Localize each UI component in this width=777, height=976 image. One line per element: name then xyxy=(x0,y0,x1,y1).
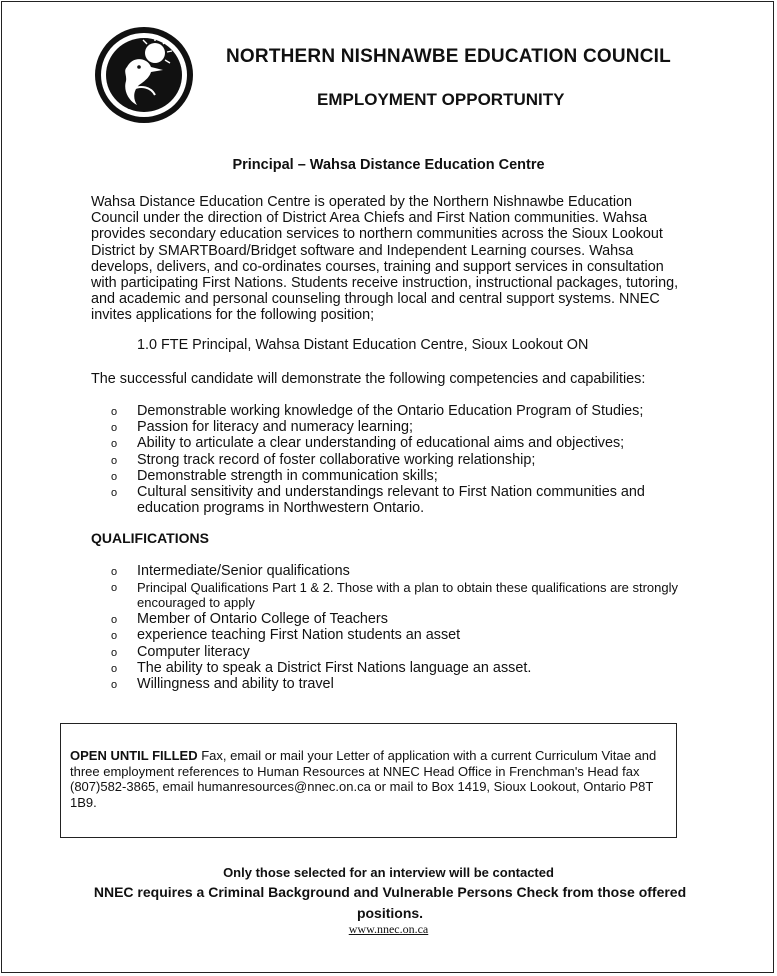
bullet-marker: o xyxy=(111,582,118,595)
bullet-marker: o xyxy=(111,679,118,692)
list-item xyxy=(109,644,689,660)
bullet-marker: o xyxy=(111,406,118,418)
list-item-text: Intermediate/Senior qualifications xyxy=(137,563,350,579)
bullet-marker: o xyxy=(111,646,118,659)
list-item-text: Passion for literacy and numeracy learning; xyxy=(137,419,413,436)
application-instructions-box xyxy=(60,723,677,838)
competencies-list xyxy=(109,403,649,516)
bullet-marker: o xyxy=(111,614,118,627)
list-item-text: Strong track record of foster collaborative working relationship; xyxy=(137,451,536,468)
intro-paragraph: Wahsa Distance Education Centre is operated by the Northern Nishnawbe Education Council under the direction of District Area Chiefs and First Nation communities. Wahsa provides secondary education services to northern communities across the Sioux Lookout District by SMARTBoard/Bridget software and Independent Learning courses. Wahsa develops, delivers, and co-ordinates courses, training and support services in consultation with participating First Nations. Students receive instruction, instructional packages, tutoring, and academic and personal counseling through local and central support systems. NNEC invites applications for the following position; xyxy=(91,194,679,324)
list-item xyxy=(109,484,649,516)
bullet-marker: o xyxy=(111,470,118,483)
contact-note: Only those selected for an interview will be contacted xyxy=(223,865,554,880)
list-item-text: The ability to speak a District First Nations language an asset. xyxy=(137,659,532,676)
bullet-marker: o xyxy=(111,662,118,675)
list-item xyxy=(109,611,689,627)
job-title: Principal – Wahsa Distance Education Centre xyxy=(232,157,545,173)
notice-type-heading: EMPLOYMENT OPPORTUNITY xyxy=(317,90,565,109)
list-item-text: Computer literacy xyxy=(137,643,250,660)
nnec-bird-logo-icon xyxy=(93,25,195,125)
list-item-text: Willingness and ability to travel xyxy=(137,676,334,693)
list-item xyxy=(109,435,649,451)
list-item-text: Principal Qualifications Part 1 & 2. Those with a plan to obtain these qualifications are strongly encouraged to apply xyxy=(137,580,679,611)
list-item xyxy=(109,627,689,643)
list-item xyxy=(109,660,689,676)
list-item-text: Member of Ontario College of Teachers xyxy=(137,611,388,628)
list-item xyxy=(109,452,649,468)
position-line: 1.0 FTE Principal, Wahsa Distant Education Centre, Sioux Lookout ON xyxy=(137,337,589,353)
background-check-note: NNEC requires a Criminal Background and Vulnerable Persons Check from those offered positions. xyxy=(93,884,687,921)
bullet-marker: o xyxy=(111,566,118,578)
list-item-text: Ability to articulate a clear understanding of educational aims and objectives; xyxy=(137,435,625,452)
bullet-marker: o xyxy=(111,438,118,451)
list-item-text: experience teaching First Nation students an asset xyxy=(137,627,461,644)
list-item xyxy=(109,676,689,692)
open-until-filled-label: OPEN UNTIL FILLED xyxy=(70,748,198,763)
application-instructions-text: Fax, email or mail your Letter of application with a current Curriculum Vitae and three employment references to Human Resources at NNEC Head Office in Frenchman's Head fax (807)582-3865, email humanresources@nnec.on.ca or mail to Box 1419, Sioux Lookout, Ontario P8T 1B9. xyxy=(70,748,657,810)
list-item xyxy=(109,579,689,611)
bullet-marker: o xyxy=(111,487,118,500)
competencies-intro: The successful candidate will demonstrate the following competencies and capabilities: xyxy=(91,371,646,387)
qualifications-heading: QUALIFICATIONS xyxy=(91,530,209,546)
website-link[interactable]: www.nnec.on.ca xyxy=(348,922,429,936)
bullet-marker: o xyxy=(111,454,118,467)
list-item xyxy=(109,403,649,419)
list-item xyxy=(109,563,689,579)
bullet-marker: o xyxy=(111,422,118,435)
list-item-text: Cultural sensitivity and understandings relevant to First Nation communities and education programs in Northwestern Ontario. xyxy=(137,484,645,517)
qualifications-list xyxy=(109,563,689,692)
organization-name: NORTHERN NISHNAWBE EDUCATION COUNCIL xyxy=(226,46,671,67)
list-item-text: Demonstrable working knowledge of the Ontario Education Program of Studies; xyxy=(137,403,644,419)
list-item xyxy=(109,468,649,484)
bullet-marker: o xyxy=(111,630,118,643)
list-item xyxy=(109,419,649,435)
application-instructions xyxy=(70,748,660,810)
list-item-text: Demonstrable strength in communication skills; xyxy=(137,467,438,484)
